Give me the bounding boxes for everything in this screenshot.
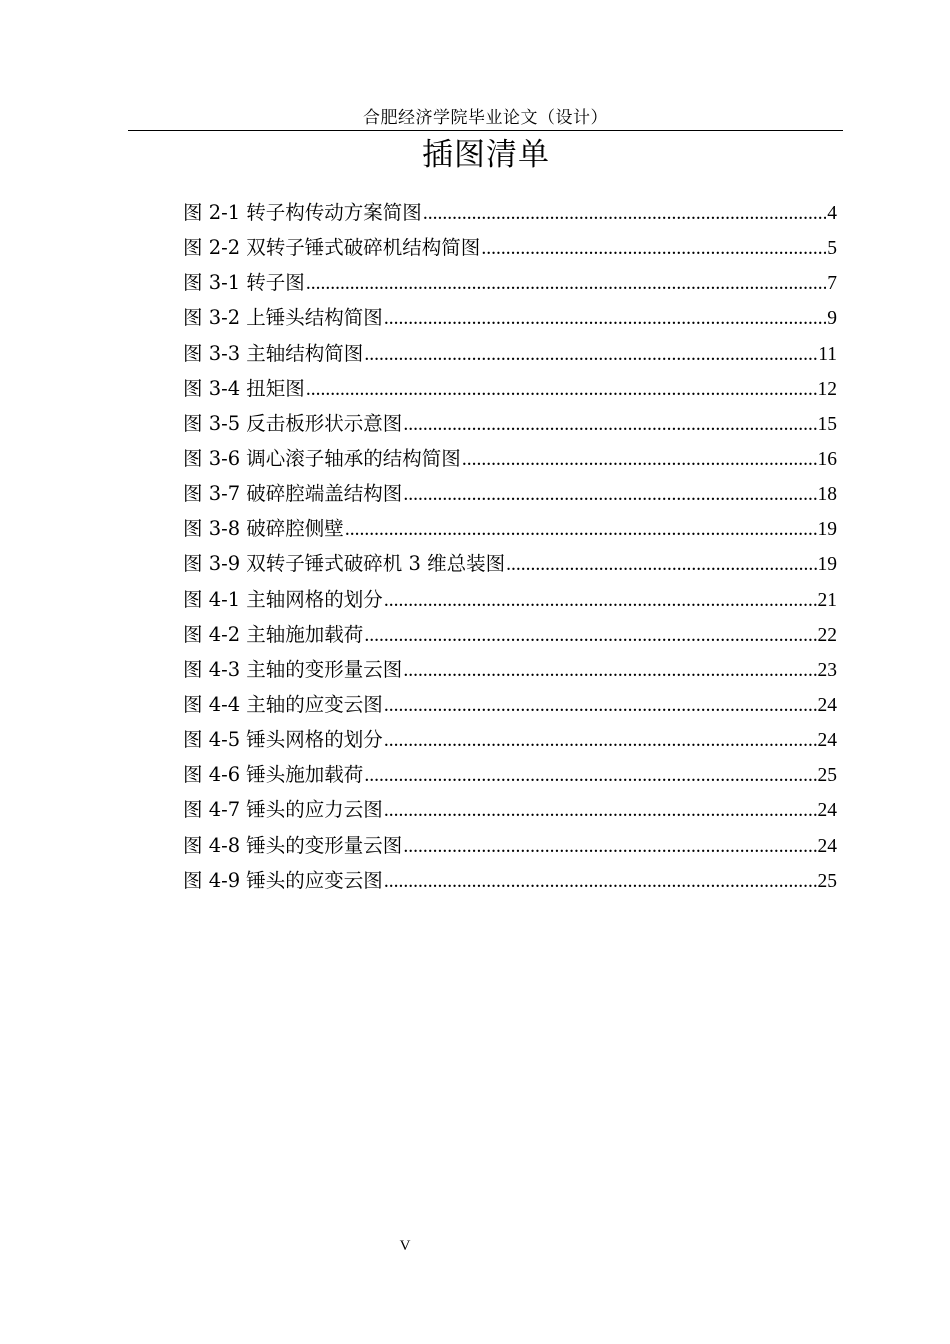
list-item[interactable] [183, 265, 837, 300]
list-item[interactable] [183, 617, 837, 652]
dot-leader [384, 688, 817, 723]
dot-leader [364, 758, 816, 793]
entry-label: 图 4-7 锤头的应力云图 [183, 798, 383, 822]
entry-page: 11 [818, 343, 837, 365]
list-item[interactable] [183, 476, 837, 511]
dot-leader [384, 301, 826, 336]
entry-page: 7 [827, 273, 837, 295]
entry-label: 图 4-2 主轴施加载荷 [183, 622, 364, 646]
entry-label: 图 4-6 锤头施加载荷 [183, 763, 364, 787]
list-item[interactable] [183, 863, 837, 898]
entry-page: 24 [817, 835, 837, 857]
dot-leader [306, 372, 817, 407]
list-item[interactable] [183, 546, 837, 581]
list-item[interactable] [183, 828, 837, 863]
list-item[interactable] [183, 195, 837, 230]
dot-leader [384, 793, 817, 828]
dot-leader [345, 512, 817, 547]
entry-page: 24 [817, 730, 837, 752]
dot-leader [403, 653, 816, 688]
entry-page: 25 [817, 765, 837, 787]
entry-label: 图 3-4 扭矩图 [183, 376, 305, 400]
list-item[interactable] [183, 441, 837, 476]
entry-page: 23 [817, 659, 837, 681]
entry-page: 25 [817, 870, 837, 892]
dot-leader [384, 723, 817, 758]
entry-label: 图 3-2 上锤头结构简图 [183, 306, 383, 330]
entry-page: 22 [817, 624, 837, 646]
entry-label: 图 3-9 双转子锤式破碎机 3 维总装图 [183, 552, 506, 576]
list-item[interactable] [183, 230, 837, 265]
entry-label: 图 4-1 主轴网格的划分 [183, 587, 383, 611]
list-item[interactable] [183, 792, 837, 827]
list-item[interactable] [183, 300, 837, 335]
entry-page: 24 [817, 800, 837, 822]
list-item[interactable] [183, 406, 837, 441]
dot-leader [384, 864, 817, 899]
dot-leader [403, 829, 816, 864]
dot-leader [481, 231, 826, 266]
dot-leader [462, 442, 817, 477]
figure-list [183, 195, 837, 898]
dot-leader [403, 477, 816, 512]
entry-label: 图 3-7 破碎腔端盖结构图 [183, 482, 403, 506]
dot-leader [384, 583, 817, 618]
entry-label: 图 2-1 转子构传动方案简图 [183, 201, 422, 224]
entry-page: 16 [817, 448, 837, 470]
dot-leader [423, 196, 826, 231]
entry-label: 图 3-8 破碎腔侧壁 [183, 517, 344, 541]
entry-label: 图 4-3 主轴的变形量云图 [183, 657, 403, 681]
running-header: 合肥经济学院毕业论文（设计） [128, 106, 843, 131]
list-item[interactable] [183, 336, 837, 371]
entry-label: 图 2-2 双转子锤式破碎机结构简图 [183, 236, 481, 260]
entry-page: 19 [817, 519, 837, 541]
entry-label: 图 4-4 主轴的应变云图 [183, 692, 383, 716]
dot-leader [364, 337, 817, 372]
dot-leader [364, 618, 816, 653]
entry-page: 24 [817, 694, 837, 716]
entry-label: 图 3-6 调心滚子轴承的结构简图 [183, 446, 461, 470]
list-item[interactable] [183, 511, 837, 546]
entry-page: 4 [827, 203, 837, 224]
dot-leader [506, 547, 816, 582]
list-item[interactable] [183, 582, 837, 617]
list-item[interactable] [183, 757, 837, 792]
entry-label: 图 3-3 主轴结构简图 [183, 341, 364, 365]
dot-leader [403, 407, 816, 442]
entry-page: 19 [817, 554, 837, 576]
list-item[interactable] [183, 722, 837, 757]
entry-page: 12 [817, 378, 837, 400]
entry-label: 图 4-9 锤头的应变云图 [183, 868, 383, 892]
entry-label: 图 3-1 转子图 [183, 271, 305, 295]
entry-page: 18 [817, 484, 837, 506]
entry-label: 图 4-8 锤头的变形量云图 [183, 833, 403, 857]
entry-page: 9 [827, 308, 837, 330]
list-item[interactable] [183, 371, 837, 406]
entry-page: 15 [817, 413, 837, 435]
list-item[interactable] [183, 652, 837, 687]
entry-page: 21 [817, 589, 837, 611]
page-number: V [399, 1238, 411, 1254]
page-title: 插图清单 [422, 137, 550, 173]
entry-page: 5 [827, 238, 837, 260]
entry-label: 图 3-5 反击板形状示意图 [183, 411, 403, 435]
dot-leader [306, 266, 826, 301]
list-item[interactable] [183, 687, 837, 722]
entry-label: 图 4-5 锤头网格的划分 [183, 728, 383, 752]
